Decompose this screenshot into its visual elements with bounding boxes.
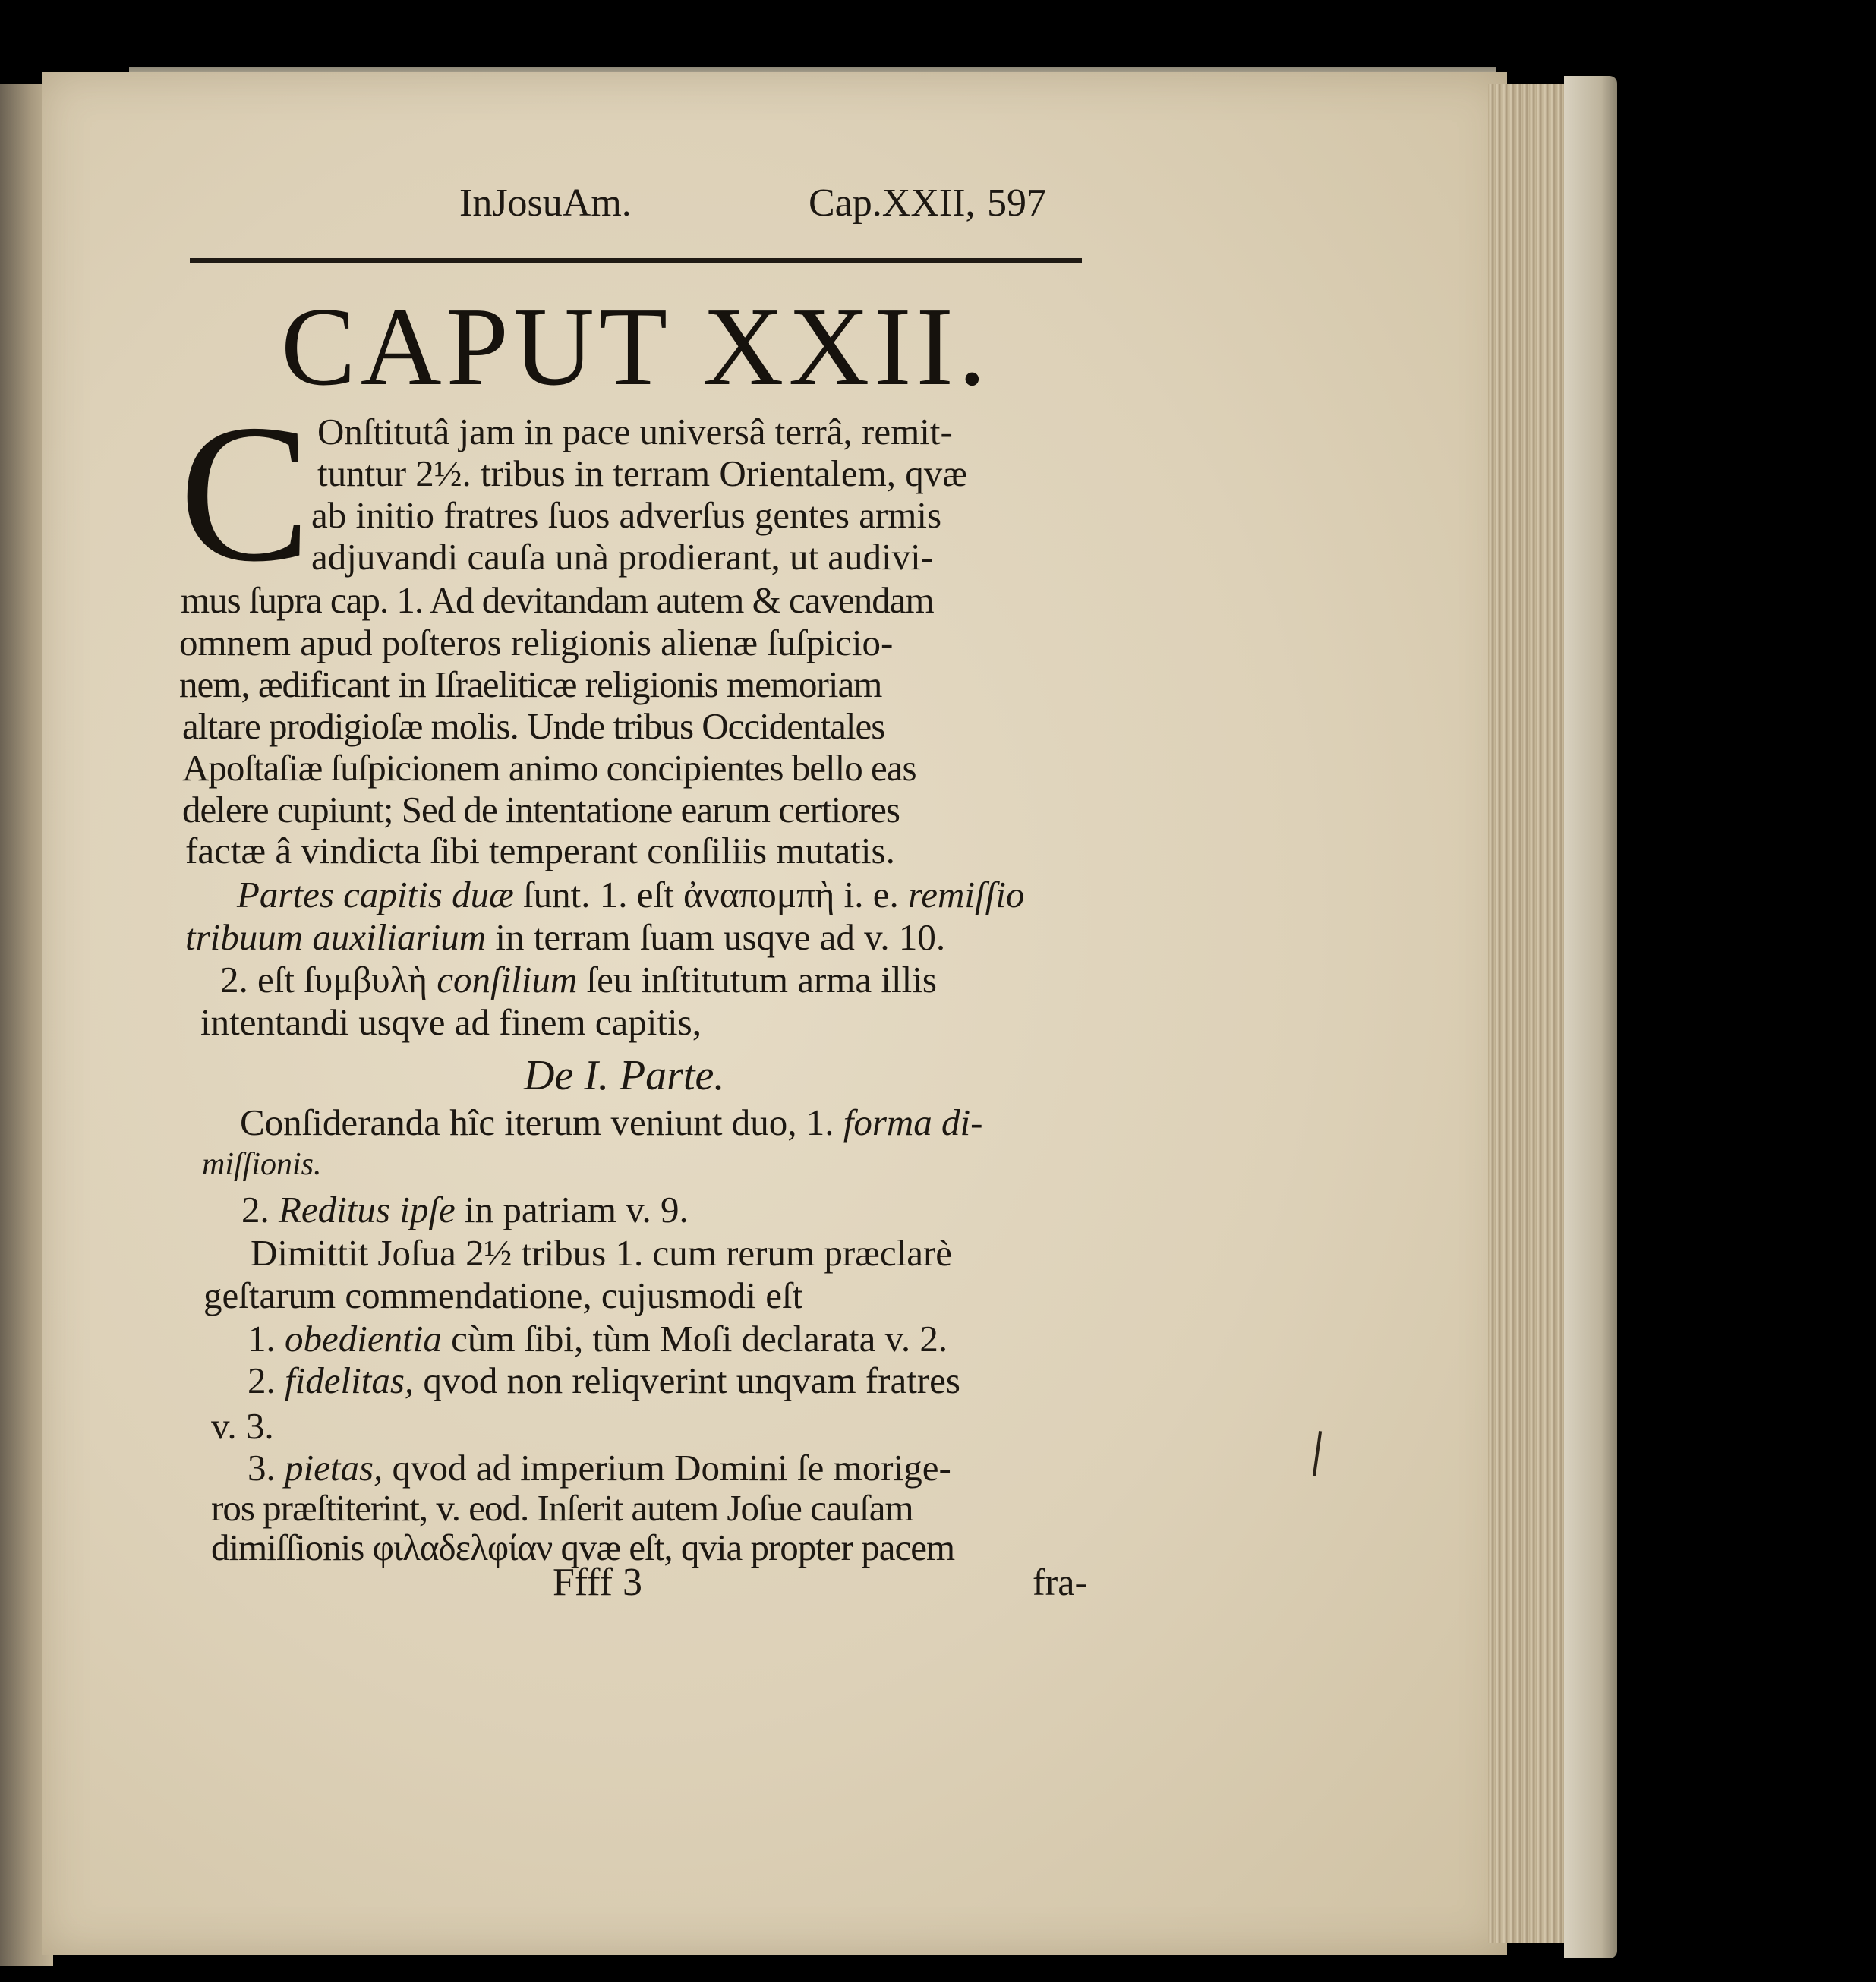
signature-mark: Ffff 3 — [553, 1561, 642, 1604]
text-line-22-roman: qvod non reliqverint unqvam fratres — [414, 1360, 960, 1401]
chapter-title — [281, 282, 991, 411]
text-line-14-italic: conſilium — [437, 959, 578, 1000]
text-line-24-italic: pietas, — [285, 1447, 383, 1489]
text-line-17: miſſionis. — [202, 1147, 322, 1182]
text-line-26: dimiſſionis φιλαδελφίαν qvæ eſt, qvia propter pacem — [211, 1527, 955, 1568]
text-line-22-num: 2. — [248, 1360, 285, 1401]
text-line-13 — [185, 915, 945, 959]
text-line-23: v. 3. — [211, 1405, 274, 1447]
text-line-6: omnem apud poſteros religionis alienæ ſuſpicio- — [179, 622, 894, 663]
text-line-12-italic-end: remiſſio — [907, 874, 1025, 915]
text-line-7: nem, ædificant in Iſraeliticæ religionis memoriam — [179, 663, 882, 705]
text-line-25: ros præſtiterint, v. eod. Inſerit autem Joſue cauſam — [211, 1487, 913, 1529]
text-line-11: factæ â vindicta ſibi temperant conſiliis mutatis. — [185, 830, 895, 871]
text-line-18-italic: Reditus ipſe — [279, 1189, 456, 1230]
page-number: 597 — [987, 181, 1046, 225]
text-line-1: Onſtitutâ jam in pace universâ terrâ, remit- — [317, 411, 953, 452]
text-line-8: altare prodigioſæ molis. Unde tribus Occidentales — [182, 705, 885, 747]
text-line-14 — [220, 958, 937, 1001]
text-line-13-italic: tribuum auxiliarium — [185, 916, 487, 958]
drop-cap: C — [179, 384, 311, 603]
text-line-9: Apoſtaſiæ ſuſpicionem animo concipientes bello eas — [182, 747, 916, 789]
text-line-21 — [248, 1317, 947, 1360]
chapter-title-initial: C — [281, 285, 361, 409]
text-line-18-num: 2. — [241, 1189, 279, 1230]
text-line-24-roman: qvod ad imperium Domini ſe morige- — [383, 1447, 951, 1489]
text-line-16 — [240, 1101, 982, 1144]
page-block-edge — [1488, 84, 1572, 1943]
text-line-16-italic: forma di- — [843, 1101, 983, 1143]
text-line-2: tuntur 2½. tribus in terram Orientalem, qvæ — [317, 452, 967, 494]
text-line-20: geſtarum commendatione, cujusmodi eſt — [203, 1275, 803, 1316]
text-line-3: ab initio fratres ſuos adverſus gentes armis — [311, 494, 942, 536]
text-line-22-italic: fidelitas, — [285, 1360, 415, 1401]
text-line-18 — [241, 1188, 689, 1231]
text-line-14-start: 2. eſt ſυμβυλὴ — [220, 959, 437, 1000]
catchword: fra- — [1033, 1561, 1088, 1603]
text-line-14-end: ſeu inſtitutum arma illis — [577, 959, 937, 1000]
text-line-18-roman: in patriam v. 9. — [455, 1189, 689, 1230]
chapter-reference: Cap.XXII, — [809, 181, 976, 225]
text-line-24-num: 3. — [248, 1447, 285, 1489]
text-line-4: adjuvandi cauſa unà prodierant, ut audivi- — [311, 536, 934, 578]
text-line-21-num: 1. — [248, 1318, 285, 1360]
section-heading: De I. Parte. — [524, 1052, 725, 1099]
text-line-5: mus ſupra cap. 1. Ad devitandam autem & cavendam — [181, 579, 934, 621]
text-line-24 — [248, 1446, 951, 1489]
text-line-12 — [237, 873, 1024, 916]
text-line-15: intentandi usqve ad finem capitis, — [200, 1001, 702, 1043]
chapter-title-rest: APUT XXII. — [360, 285, 991, 409]
text-line-13-roman: in terram ſuam usqve ad v. 10. — [486, 916, 946, 958]
header-rule — [190, 258, 1082, 263]
text-line-21-roman: cùm ſibi, tùm Moſi declarata v. 2. — [441, 1318, 948, 1360]
text-line-16-roman: Conſideranda hîc iterum veniunt duo, 1. — [240, 1101, 843, 1143]
text-line-10: delere cupiunt; Sed de intentatione earum certiores — [182, 789, 900, 830]
text-line-22 — [248, 1359, 960, 1402]
text-line-19: Dimittit Joſua 2½ tribus 1. cum rerum præclarè — [251, 1232, 953, 1274]
book-cover-edge — [1564, 76, 1617, 1958]
running-title: InJosuAm. — [459, 181, 632, 225]
text-line-21-italic: obedientia — [285, 1318, 442, 1360]
text-line-12-roman: ſunt. 1. eſt ἀναπομπὴ i. e. — [513, 874, 908, 915]
text-line-12-italic: Partes capitis duæ — [237, 874, 514, 915]
